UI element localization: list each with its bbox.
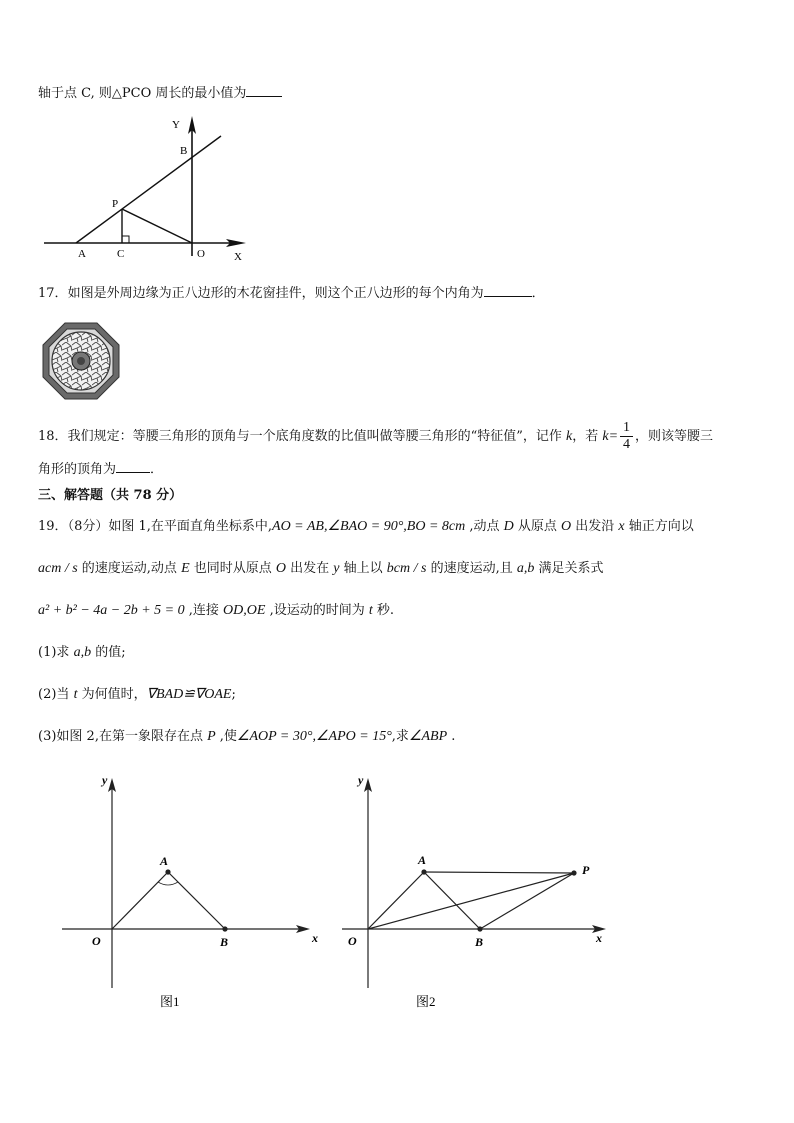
- fig1-caption: 图1: [160, 994, 180, 1009]
- q19-line3-c: 秒.: [372, 603, 394, 618]
- q19-condition-math: AO = AB,∠BAO = 90°,BO = 8cm: [272, 519, 466, 534]
- q16-label-o: O: [197, 248, 205, 260]
- q19-p3-c: ,求: [391, 729, 409, 744]
- fig1-angle-mark: [158, 882, 178, 885]
- fig1-point-a: [165, 869, 170, 874]
- q18-question-line1: 18．我们规定：等腰三角形的顶角与一个底角度数的比值叫做等腰三角形的“特征值”，记作 k，若 k= $\frac{1}{4}$ ，则该等腰三: [38, 420, 714, 452]
- q19-line1-a: 如图 1,在平面直角坐标系中,: [108, 519, 273, 534]
- q18-var-k: k: [566, 429, 573, 444]
- q16-label-y: Y: [172, 119, 180, 131]
- q19-var-ab: a,b: [516, 561, 535, 576]
- q18-k-equals: k=: [602, 429, 619, 444]
- fig2-label-y: y: [358, 773, 364, 787]
- q19-score: （8分）: [67, 519, 109, 534]
- fig2-segment-oa: [368, 872, 424, 929]
- octagon-center-dot: [77, 357, 85, 365]
- q19-p1-b: 的值;: [91, 645, 126, 660]
- section-heading: 三、解答题（共 78 分）: [38, 488, 183, 503]
- q19-var-o: O: [561, 519, 572, 534]
- q19-var-od-oe: OD,OE: [223, 603, 266, 618]
- fig2-label-o: O: [348, 934, 357, 948]
- q18-text-c: ，则该等腰三: [635, 429, 714, 444]
- q19-p3-d: .: [447, 729, 456, 744]
- q19-number: 19: [38, 519, 55, 534]
- q19-p1-a: (1)求: [38, 645, 74, 660]
- q19-var-y: y: [333, 561, 340, 576]
- q19-line2: [38, 557, 604, 577]
- figure-2: [338, 770, 628, 1020]
- fig2-segment-ap: [424, 872, 574, 873]
- fig1-label-o: O: [92, 934, 101, 948]
- q19-line3-b: ,设运动的时间为: [265, 603, 369, 618]
- q19-p2-a: (2)当: [38, 687, 74, 702]
- q18-number: 18: [38, 429, 55, 444]
- q19-line2-f: 满足关系式: [534, 561, 604, 576]
- q19-line1: 19．（8分）如图 1,在平面直角坐标系中,AO = AB,∠BAO = 90°,BO = 8cm ,动点 D 从原点 O 出发沿 x 轴正方向以: [38, 519, 694, 534]
- fig2-caption: 图2: [416, 994, 436, 1009]
- q18-fraction-numerator: 1: [620, 420, 633, 437]
- q16-graph: [40, 112, 260, 264]
- q19-line2-b: 也同时从原点: [189, 561, 276, 576]
- fig2-point-a: [421, 869, 426, 874]
- q19-line2-a: 的速度运动,动点: [77, 561, 182, 576]
- q16-text: 轴于点 C, 则△PCO 周长的最小值为: [38, 86, 247, 101]
- q19-line2-e: 的速度运动,且: [426, 561, 517, 576]
- q19-var-d: D: [503, 519, 514, 534]
- q16-label-a: A: [78, 248, 86, 260]
- q19-p2-var-t: t: [73, 687, 78, 702]
- fig2-point-p: [571, 870, 576, 875]
- q18-fraction: [620, 420, 633, 453]
- fig1-segment-oa: [112, 872, 168, 929]
- q16-tail-text: [38, 82, 282, 101]
- q18-text-b: ，若: [572, 429, 599, 444]
- q16-right-angle-mark: [122, 236, 129, 243]
- fig1-label-b: B: [220, 935, 229, 949]
- q19-line2-d: 轴上以: [339, 561, 387, 576]
- q17-number: 17: [38, 286, 55, 301]
- fig2-label-a: A: [418, 853, 427, 867]
- q19-p3-a: (3)如图 2,在第一象限存在点: [38, 729, 208, 744]
- q19-p2-c: ;: [231, 687, 236, 702]
- q19-congruence-math: ∇BAD≌∇OAE: [146, 687, 232, 702]
- fig1-label-a: A: [160, 854, 169, 868]
- q19-line2-c: 出发在: [286, 561, 334, 576]
- q17-answer-blank: [484, 296, 532, 297]
- q16-segment-po: [122, 209, 192, 243]
- q19-speed-b: bcm / s: [386, 561, 427, 576]
- q19-part2: [38, 683, 236, 703]
- q19-line1-c: 从原点: [513, 519, 562, 534]
- fig1-label-y: y: [102, 773, 108, 787]
- q19-line3: [38, 599, 394, 619]
- q19-p2-b: 为何值时，: [77, 687, 147, 702]
- q19-angle-condition: ∠AOP = 30°,∠APO = 15°: [236, 729, 392, 744]
- q18-text-a: 我们规定：等腰三角形的顶角与一个底角度数的比值叫做等腰三角形的“特征值”，记作: [67, 429, 562, 444]
- q19-var-o-2: O: [275, 561, 287, 576]
- q17-text: 如图是外周边缘为正八边形的木花窗挂件，则这个正八边形的每个内角为: [67, 286, 484, 301]
- q16-label-c: C: [117, 248, 125, 260]
- q18-fraction-denominator: 4: [623, 437, 631, 452]
- q18-question-line2: 角形的顶角为 ．: [38, 462, 164, 477]
- q19-line1-d: 出发沿: [571, 519, 619, 534]
- q19-var-x: x: [618, 519, 625, 534]
- fig1-point-b: [222, 926, 227, 931]
- fig2-segment-bp: [480, 873, 574, 929]
- octagon-window-image: [42, 322, 120, 400]
- q16-line-ab: [76, 136, 221, 243]
- fig1-segment-ab: [168, 872, 225, 929]
- fig2-label-b: B: [475, 935, 484, 949]
- q19-equation: a² + b² − 4a − 2b + 5 = 0: [38, 603, 185, 618]
- fig2-label-x: x: [596, 931, 602, 945]
- q19-line1-e: 轴正方向以: [624, 519, 694, 534]
- q19-part1: [38, 641, 126, 661]
- q18-text-d: 角形的顶角为: [38, 462, 117, 477]
- q16-label-p: P: [112, 198, 119, 210]
- q19-var-e: E: [181, 561, 190, 576]
- figure-1: [60, 770, 330, 1020]
- fig2-point-b: [477, 926, 482, 931]
- q16-label-b: B: [180, 145, 188, 157]
- q19-var-t: t: [368, 603, 373, 618]
- q19-part3: [38, 725, 455, 745]
- q17-question: 17．如图是外周边缘为正八边形的木花窗挂件，则这个正八边形的每个内角为 ．: [38, 286, 545, 301]
- q16-label-x: X: [234, 251, 242, 263]
- q19-p3-b: ,使: [215, 729, 237, 744]
- fig1-label-x: x: [312, 931, 318, 945]
- q19-angle-abp: ∠ABP: [408, 729, 448, 744]
- q19-p1-var-ab: a,b: [73, 645, 92, 660]
- q19-line1-b: ,动点: [465, 519, 504, 534]
- q19-speed-a: acm / s: [38, 561, 78, 576]
- q16-answer-blank: [246, 96, 282, 97]
- q18-answer-blank: [116, 472, 150, 473]
- q19-line3-a: ,连接: [184, 603, 224, 618]
- fig2-label-p: P: [582, 863, 590, 877]
- q19-var-p: P: [207, 729, 216, 744]
